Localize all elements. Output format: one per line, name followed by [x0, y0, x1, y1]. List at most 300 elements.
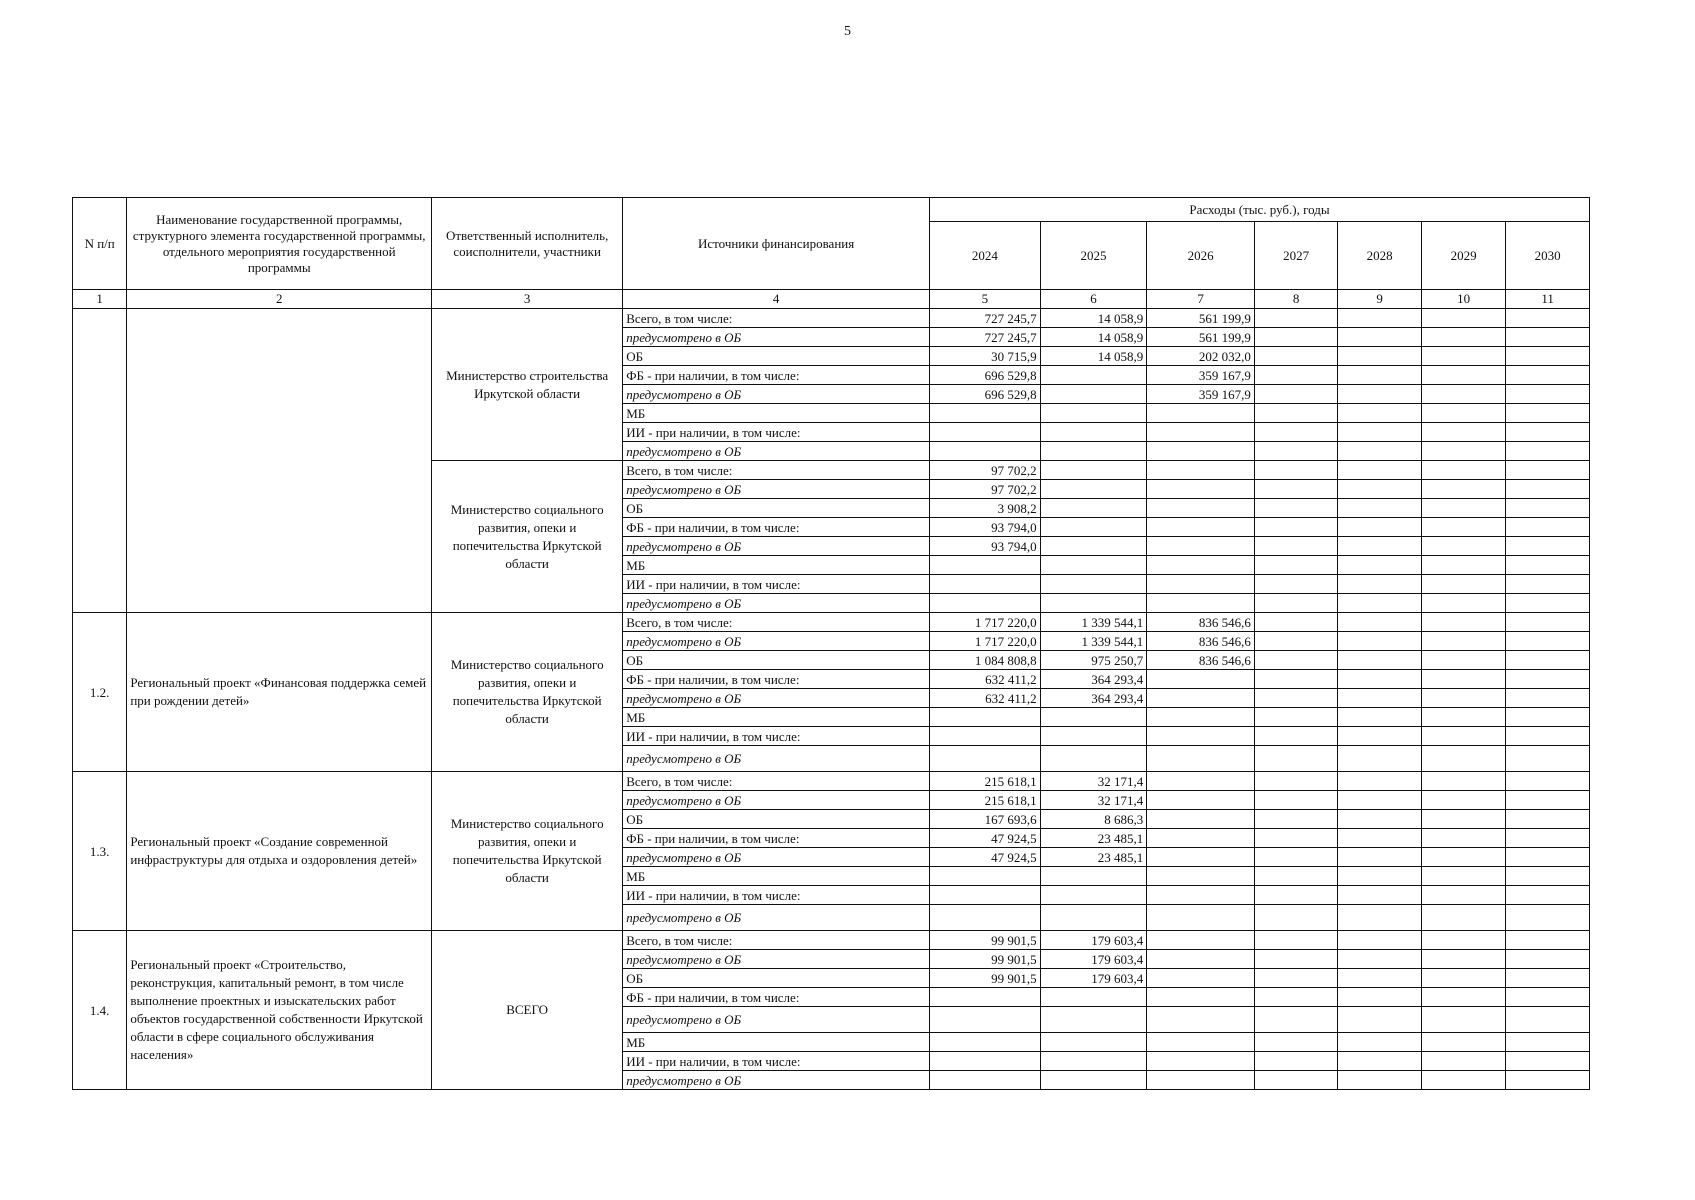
value-cell-2026 [1147, 829, 1255, 848]
value-cell-2025: 975 250,7 [1040, 651, 1147, 670]
value-cell-2025: 23 485,1 [1040, 848, 1147, 867]
funding-source: ФБ - при наличии, в том числе: [623, 670, 930, 689]
value-cell-2026 [1147, 988, 1255, 1007]
value-cell-2026 [1147, 499, 1255, 518]
year-header-2024: 2024 [930, 222, 1041, 290]
page-number: 5 [844, 24, 851, 39]
section-number: 1.2. [73, 613, 127, 772]
header-executor: Ответственный исполнитель, соисполнители, участники [432, 198, 623, 290]
value-cell-2024: 99 901,5 [930, 969, 1041, 988]
value-cell-2028 [1338, 810, 1421, 829]
value-cell-2030 [1506, 575, 1590, 594]
value-cell-2029 [1421, 480, 1505, 499]
funding-source: предусмотрено в ОБ [623, 905, 930, 931]
funding-source: МБ [623, 556, 930, 575]
value-cell-2027 [1254, 347, 1337, 366]
value-cell-2027 [1254, 791, 1337, 810]
column-number: 9 [1338, 290, 1421, 309]
value-cell-2030 [1506, 499, 1590, 518]
funding-source: ОБ [623, 347, 930, 366]
value-cell-2026: 359 167,9 [1147, 385, 1255, 404]
value-cell-2024: 1 084 808,8 [930, 651, 1041, 670]
value-cell-2030 [1506, 1071, 1590, 1090]
value-cell-2025 [1040, 385, 1147, 404]
value-cell-2027 [1254, 746, 1337, 772]
funding-source: предусмотрено в ОБ [623, 746, 930, 772]
value-cell-2026 [1147, 772, 1255, 791]
value-cell-2024: 99 901,5 [930, 931, 1041, 950]
value-cell-2027 [1254, 556, 1337, 575]
value-cell-2025: 364 293,4 [1040, 670, 1147, 689]
value-cell-2030 [1506, 442, 1590, 461]
value-cell-2027 [1254, 613, 1337, 632]
value-cell-2024: 47 924,5 [930, 829, 1041, 848]
value-cell-2027 [1254, 689, 1337, 708]
value-cell-2024: 727 245,7 [930, 309, 1041, 328]
funding-source: ОБ [623, 651, 930, 670]
value-cell-2026 [1147, 746, 1255, 772]
value-cell-2025 [1040, 499, 1147, 518]
funding-source: МБ [623, 708, 930, 727]
value-cell-2028 [1338, 404, 1421, 423]
column-number: 3 [432, 290, 623, 309]
value-cell-2024 [930, 556, 1041, 575]
value-cell-2025 [1040, 1052, 1147, 1071]
value-cell-2030 [1506, 651, 1590, 670]
value-cell-2028 [1338, 969, 1421, 988]
value-cell-2025 [1040, 480, 1147, 499]
column-number: 5 [930, 290, 1041, 309]
value-cell-2029 [1421, 950, 1505, 969]
value-cell-2030 [1506, 810, 1590, 829]
value-cell-2028 [1338, 670, 1421, 689]
value-cell-2030 [1506, 988, 1590, 1007]
value-cell-2028 [1338, 886, 1421, 905]
value-cell-2025 [1040, 1007, 1147, 1033]
value-cell-2026 [1147, 931, 1255, 950]
funding-source: предусмотрено в ОБ [623, 537, 930, 556]
table-row [73, 772, 1590, 791]
value-cell-2026 [1147, 867, 1255, 886]
value-cell-2024: 97 702,2 [930, 480, 1041, 499]
value-cell-2027 [1254, 480, 1337, 499]
value-cell-2026 [1147, 1007, 1255, 1033]
value-cell-2029 [1421, 867, 1505, 886]
table-row [73, 309, 1590, 328]
funding-source: Всего, в том числе: [623, 461, 930, 480]
value-cell-2026 [1147, 950, 1255, 969]
value-cell-2030 [1506, 309, 1590, 328]
value-cell-2027 [1254, 328, 1337, 347]
value-cell-2027 [1254, 499, 1337, 518]
value-cell-2026 [1147, 442, 1255, 461]
value-cell-2028 [1338, 480, 1421, 499]
value-cell-2026 [1147, 708, 1255, 727]
value-cell-2025 [1040, 1033, 1147, 1052]
value-cell-2027 [1254, 1052, 1337, 1071]
value-cell-2025 [1040, 727, 1147, 746]
value-cell-2029 [1421, 537, 1505, 556]
executor-cell: ВСЕГО [432, 931, 623, 1090]
value-cell-2025: 1 339 544,1 [1040, 613, 1147, 632]
value-cell-2030 [1506, 1033, 1590, 1052]
table-body [73, 309, 1590, 1090]
value-cell-2029 [1421, 829, 1505, 848]
value-cell-2025: 23 485,1 [1040, 829, 1147, 848]
value-cell-2027 [1254, 651, 1337, 670]
value-cell-2024: 3 908,2 [930, 499, 1041, 518]
value-cell-2030 [1506, 746, 1590, 772]
value-cell-2029 [1421, 1071, 1505, 1090]
value-cell-2028 [1338, 518, 1421, 537]
value-cell-2029 [1421, 1033, 1505, 1052]
value-cell-2025 [1040, 556, 1147, 575]
value-cell-2030 [1506, 328, 1590, 347]
value-cell-2026 [1147, 689, 1255, 708]
year-header-2025: 2025 [1040, 222, 1147, 290]
funding-source: предусмотрено в ОБ [623, 632, 930, 651]
value-cell-2029 [1421, 689, 1505, 708]
value-cell-2030 [1506, 867, 1590, 886]
value-cell-2026 [1147, 404, 1255, 423]
value-cell-2025: 32 171,4 [1040, 772, 1147, 791]
value-cell-2024: 47 924,5 [930, 848, 1041, 867]
value-cell-2025 [1040, 867, 1147, 886]
value-cell-2028 [1338, 632, 1421, 651]
value-cell-2027 [1254, 366, 1337, 385]
value-cell-2024: 727 245,7 [930, 328, 1041, 347]
value-cell-2028 [1338, 537, 1421, 556]
value-cell-2028 [1338, 575, 1421, 594]
value-cell-2029 [1421, 404, 1505, 423]
value-cell-2024: 93 794,0 [930, 537, 1041, 556]
value-cell-2028 [1338, 385, 1421, 404]
value-cell-2024 [930, 594, 1041, 613]
funding-source: ОБ [623, 499, 930, 518]
value-cell-2025 [1040, 594, 1147, 613]
value-cell-2028 [1338, 829, 1421, 848]
value-cell-2030 [1506, 480, 1590, 499]
value-cell-2024: 632 411,2 [930, 670, 1041, 689]
funding-source: МБ [623, 1033, 930, 1052]
value-cell-2024 [930, 988, 1041, 1007]
value-cell-2029 [1421, 670, 1505, 689]
value-cell-2030 [1506, 727, 1590, 746]
funding-source: предусмотрено в ОБ [623, 480, 930, 499]
value-cell-2030 [1506, 632, 1590, 651]
value-cell-2026 [1147, 461, 1255, 480]
value-cell-2024 [930, 746, 1041, 772]
funding-source: предусмотрено в ОБ [623, 1007, 930, 1033]
value-cell-2026 [1147, 905, 1255, 931]
value-cell-2028 [1338, 1052, 1421, 1071]
funding-source: Всего, в том числе: [623, 772, 930, 791]
funding-source: Всего, в том числе: [623, 931, 930, 950]
header-num: N п/п [73, 198, 127, 290]
value-cell-2026 [1147, 810, 1255, 829]
funding-source: ИИ - при наличии, в том числе: [623, 423, 930, 442]
column-number: 10 [1421, 290, 1505, 309]
value-cell-2028 [1338, 727, 1421, 746]
value-cell-2026 [1147, 886, 1255, 905]
executor-cell: Министерство строительства Иркутской области [432, 309, 623, 461]
value-cell-2028 [1338, 309, 1421, 328]
value-cell-2029 [1421, 848, 1505, 867]
value-cell-2025: 14 058,9 [1040, 328, 1147, 347]
funding-source: предусмотрено в ОБ [623, 1071, 930, 1090]
value-cell-2029 [1421, 886, 1505, 905]
value-cell-2030 [1506, 518, 1590, 537]
value-cell-2027 [1254, 772, 1337, 791]
column-numbers-row [73, 290, 1590, 309]
value-cell-2024 [930, 1033, 1041, 1052]
value-cell-2029 [1421, 969, 1505, 988]
value-cell-2030 [1506, 537, 1590, 556]
value-cell-2027 [1254, 886, 1337, 905]
value-cell-2030 [1506, 931, 1590, 950]
value-cell-2029 [1421, 594, 1505, 613]
value-cell-2027 [1254, 727, 1337, 746]
header-expenses: Расходы (тыс. руб.), годы [930, 198, 1590, 222]
value-cell-2029 [1421, 772, 1505, 791]
value-cell-2025: 14 058,9 [1040, 347, 1147, 366]
year-header-2030: 2030 [1506, 222, 1590, 290]
value-cell-2024: 30 715,9 [930, 347, 1041, 366]
value-cell-2024: 93 794,0 [930, 518, 1041, 537]
value-cell-2026 [1147, 594, 1255, 613]
value-cell-2028 [1338, 988, 1421, 1007]
value-cell-2028 [1338, 499, 1421, 518]
value-cell-2030 [1506, 366, 1590, 385]
column-number: 7 [1147, 290, 1255, 309]
value-cell-2024: 215 618,1 [930, 772, 1041, 791]
value-cell-2024 [930, 708, 1041, 727]
value-cell-2024: 1 717 220,0 [930, 613, 1041, 632]
value-cell-2029 [1421, 651, 1505, 670]
value-cell-2027 [1254, 385, 1337, 404]
value-cell-2027 [1254, 867, 1337, 886]
value-cell-2027 [1254, 931, 1337, 950]
value-cell-2028 [1338, 366, 1421, 385]
value-cell-2027 [1254, 1007, 1337, 1033]
funding-source: предусмотрено в ОБ [623, 385, 930, 404]
value-cell-2029 [1421, 366, 1505, 385]
value-cell-2028 [1338, 1071, 1421, 1090]
value-cell-2024 [930, 404, 1041, 423]
year-header-2027: 2027 [1254, 222, 1337, 290]
value-cell-2030 [1506, 556, 1590, 575]
value-cell-2027 [1254, 423, 1337, 442]
value-cell-2024: 97 702,2 [930, 461, 1041, 480]
section-name: Региональный проект «Строительство, реконструкция, капитальный ремонт, в том числе выполнение проектных и изыскательских работ объектов государственной собственности Иркутской области в сфере социального обслуживания населения» [127, 931, 432, 1090]
value-cell-2028 [1338, 347, 1421, 366]
value-cell-2030 [1506, 950, 1590, 969]
value-cell-2030 [1506, 613, 1590, 632]
section-name: Региональный проект «Финансовая поддержка семей при рождении детей» [127, 613, 432, 772]
value-cell-2026 [1147, 575, 1255, 594]
value-cell-2029 [1421, 810, 1505, 829]
value-cell-2024 [930, 727, 1041, 746]
funding-source: ИИ - при наличии, в том числе: [623, 727, 930, 746]
value-cell-2030 [1506, 905, 1590, 931]
value-cell-2025 [1040, 575, 1147, 594]
value-cell-2030 [1506, 347, 1590, 366]
value-cell-2027 [1254, 518, 1337, 537]
value-cell-2025 [1040, 708, 1147, 727]
column-number: 8 [1254, 290, 1337, 309]
value-cell-2030 [1506, 461, 1590, 480]
value-cell-2028 [1338, 423, 1421, 442]
value-cell-2030 [1506, 848, 1590, 867]
value-cell-2029 [1421, 347, 1505, 366]
value-cell-2029 [1421, 931, 1505, 950]
funding-source: ФБ - при наличии, в том числе: [623, 518, 930, 537]
value-cell-2024 [930, 1052, 1041, 1071]
value-cell-2025 [1040, 461, 1147, 480]
value-cell-2028 [1338, 556, 1421, 575]
value-cell-2024: 99 901,5 [930, 950, 1041, 969]
value-cell-2025 [1040, 905, 1147, 931]
value-cell-2026 [1147, 727, 1255, 746]
column-number: 1 [73, 290, 127, 309]
value-cell-2026 [1147, 791, 1255, 810]
value-cell-2026 [1147, 423, 1255, 442]
value-cell-2025: 1 339 544,1 [1040, 632, 1147, 651]
table-row [73, 931, 1590, 950]
value-cell-2029 [1421, 613, 1505, 632]
value-cell-2028 [1338, 746, 1421, 772]
value-cell-2026: 836 546,6 [1147, 613, 1255, 632]
value-cell-2029 [1421, 905, 1505, 931]
header-source: Источники финансирования [623, 198, 930, 290]
executor-cell: Министерство социального развития, опеки и попечительства Иркутской области [432, 461, 623, 613]
value-cell-2025: 179 603,4 [1040, 931, 1147, 950]
value-cell-2024: 215 618,1 [930, 791, 1041, 810]
funding-source: ФБ - при наличии, в том числе: [623, 988, 930, 1007]
value-cell-2026: 202 032,0 [1147, 347, 1255, 366]
funding-source: ИИ - при наличии, в том числе: [623, 886, 930, 905]
value-cell-2030 [1506, 772, 1590, 791]
value-cell-2024 [930, 1007, 1041, 1033]
value-cell-2028 [1338, 594, 1421, 613]
value-cell-2027 [1254, 988, 1337, 1007]
value-cell-2029 [1421, 988, 1505, 1007]
value-cell-2029 [1421, 791, 1505, 810]
value-cell-2030 [1506, 423, 1590, 442]
section-name [127, 309, 432, 613]
funding-source: предусмотрено в ОБ [623, 689, 930, 708]
table-row [73, 613, 1590, 632]
value-cell-2028 [1338, 708, 1421, 727]
value-cell-2026: 836 546,6 [1147, 651, 1255, 670]
year-header-2028: 2028 [1338, 222, 1421, 290]
value-cell-2024 [930, 886, 1041, 905]
value-cell-2030 [1506, 969, 1590, 988]
header-name: Наименование государственной программы, структурного элемента государственной программы, отдельного мероприятия государственной программы [127, 198, 432, 290]
value-cell-2027 [1254, 537, 1337, 556]
value-cell-2028 [1338, 950, 1421, 969]
value-cell-2029 [1421, 461, 1505, 480]
value-cell-2027 [1254, 404, 1337, 423]
value-cell-2029 [1421, 518, 1505, 537]
value-cell-2027 [1254, 905, 1337, 931]
budget-table [72, 197, 1590, 1090]
value-cell-2027 [1254, 950, 1337, 969]
value-cell-2025 [1040, 988, 1147, 1007]
value-cell-2027 [1254, 594, 1337, 613]
value-cell-2025 [1040, 423, 1147, 442]
value-cell-2029 [1421, 1007, 1505, 1033]
value-cell-2024: 632 411,2 [930, 689, 1041, 708]
value-cell-2029 [1421, 746, 1505, 772]
value-cell-2027 [1254, 632, 1337, 651]
value-cell-2024 [930, 1071, 1041, 1090]
funding-source: ФБ - при наличии, в том числе: [623, 366, 930, 385]
value-cell-2030 [1506, 689, 1590, 708]
value-cell-2027 [1254, 1033, 1337, 1052]
value-cell-2026 [1147, 518, 1255, 537]
column-number: 11 [1506, 290, 1590, 309]
executor-cell: Министерство социального развития, опеки и попечительства Иркутской области [432, 772, 623, 931]
funding-source: Всего, в том числе: [623, 613, 930, 632]
value-cell-2028 [1338, 328, 1421, 347]
value-cell-2026 [1147, 848, 1255, 867]
funding-source: МБ [623, 404, 930, 423]
value-cell-2024 [930, 905, 1041, 931]
section-name: Региональный проект «Создание современной инфраструктуры для отдыха и оздоровления детей» [127, 772, 432, 931]
value-cell-2028 [1338, 848, 1421, 867]
value-cell-2024: 1 717 220,0 [930, 632, 1041, 651]
value-cell-2028 [1338, 905, 1421, 931]
value-cell-2025 [1040, 442, 1147, 461]
value-cell-2029 [1421, 708, 1505, 727]
value-cell-2027 [1254, 848, 1337, 867]
value-cell-2027 [1254, 575, 1337, 594]
value-cell-2027 [1254, 461, 1337, 480]
value-cell-2030 [1506, 404, 1590, 423]
value-cell-2030 [1506, 670, 1590, 689]
value-cell-2030 [1506, 594, 1590, 613]
value-cell-2029 [1421, 328, 1505, 347]
value-cell-2026 [1147, 556, 1255, 575]
value-cell-2028 [1338, 651, 1421, 670]
value-cell-2028 [1338, 689, 1421, 708]
funding-source: ИИ - при наличии, в том числе: [623, 575, 930, 594]
value-cell-2028 [1338, 791, 1421, 810]
value-cell-2029 [1421, 309, 1505, 328]
value-cell-2025 [1040, 746, 1147, 772]
funding-source: предусмотрено в ОБ [623, 950, 930, 969]
funding-source: предусмотрено в ОБ [623, 442, 930, 461]
value-cell-2024 [930, 575, 1041, 594]
value-cell-2025 [1040, 537, 1147, 556]
year-header-2026: 2026 [1147, 222, 1255, 290]
value-cell-2026 [1147, 480, 1255, 499]
value-cell-2026 [1147, 537, 1255, 556]
value-cell-2027 [1254, 708, 1337, 727]
value-cell-2024 [930, 867, 1041, 886]
funding-source: ИИ - при наличии, в том числе: [623, 1052, 930, 1071]
value-cell-2024: 696 529,8 [930, 366, 1041, 385]
funding-source: предусмотрено в ОБ [623, 328, 930, 347]
value-cell-2027 [1254, 1071, 1337, 1090]
value-cell-2028 [1338, 461, 1421, 480]
column-number: 4 [623, 290, 930, 309]
year-header-2029: 2029 [1421, 222, 1505, 290]
value-cell-2027 [1254, 670, 1337, 689]
funding-source: ОБ [623, 810, 930, 829]
value-cell-2028 [1338, 1033, 1421, 1052]
